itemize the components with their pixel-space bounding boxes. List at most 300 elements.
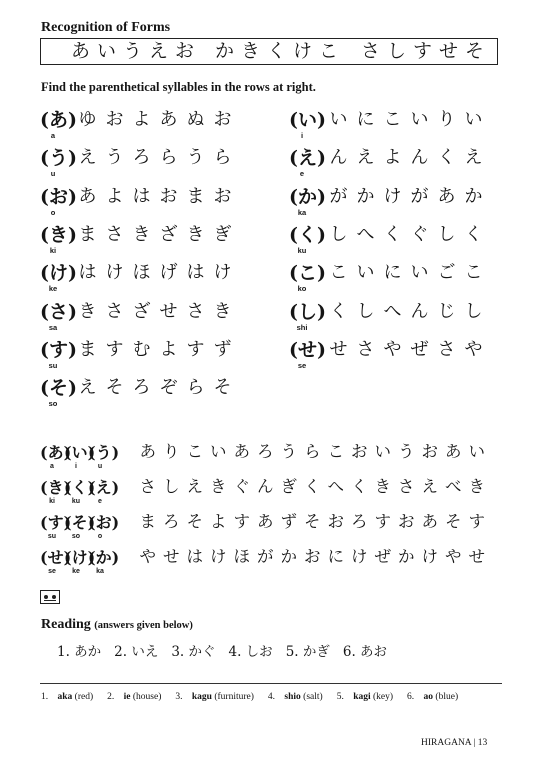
option-kana[interactable]: あ xyxy=(233,442,250,461)
answer-word: ao xyxy=(423,692,434,702)
option-kana[interactable]: す xyxy=(233,512,250,531)
option-kana[interactable]: か xyxy=(464,185,483,207)
target-romaji: sa xyxy=(48,322,58,332)
option-kana[interactable]: は xyxy=(132,185,151,207)
option-kana[interactable]: ず xyxy=(213,338,232,360)
target-syllable xyxy=(40,109,77,140)
option-kana[interactable]: ろ xyxy=(132,377,151,399)
option-kana[interactable]: ご xyxy=(437,262,456,284)
answer-item xyxy=(107,692,168,702)
syllable-options xyxy=(136,548,489,566)
syllable-options xyxy=(325,340,487,360)
target-syllable xyxy=(289,109,326,140)
syllable-options xyxy=(325,263,487,283)
option-kana[interactable]: い xyxy=(329,109,348,130)
exercise-row xyxy=(289,187,529,225)
syllable-options xyxy=(325,302,487,322)
option-kana[interactable]: き xyxy=(210,477,227,496)
answer-word: shio xyxy=(284,692,301,702)
option-kana[interactable]: ほ xyxy=(132,262,151,284)
target-kana: (さ) xyxy=(40,300,77,323)
target-kana: (お) xyxy=(40,185,77,208)
option-kana[interactable]: う xyxy=(186,147,205,169)
target-syllable xyxy=(40,548,72,576)
target-syllable xyxy=(40,147,77,179)
kana-group-vowels: あいうえお xyxy=(71,40,202,62)
option-kana[interactable]: い xyxy=(374,442,391,461)
reading-title: Reading xyxy=(41,617,91,632)
target-romaji: e xyxy=(98,498,102,505)
combined-row xyxy=(40,513,502,547)
option-kana[interactable]: き xyxy=(213,300,232,322)
exercise-row xyxy=(40,110,280,148)
reading-item: 2. いえ xyxy=(114,644,159,660)
syllable-options xyxy=(74,378,236,398)
reading-item: 1. あか xyxy=(57,644,102,660)
option-kana[interactable]: べ xyxy=(445,477,462,496)
option-kana[interactable]: さ xyxy=(105,300,124,322)
exercise-row xyxy=(40,263,280,301)
answer-word: ie xyxy=(123,692,131,702)
option-kana[interactable]: ざ xyxy=(159,223,178,245)
option-kana[interactable]: お xyxy=(159,185,178,207)
option-kana[interactable]: あ xyxy=(78,185,97,207)
target-syllable xyxy=(40,338,77,370)
option-kana[interactable]: え xyxy=(464,147,483,169)
option-kana[interactable]: く xyxy=(329,300,348,322)
page-footer: HIRAGANA | 13 xyxy=(421,738,488,748)
option-kana[interactable]: が xyxy=(329,185,348,207)
option-kana[interactable]: こ xyxy=(186,442,203,461)
option-kana[interactable]: う xyxy=(280,442,297,461)
answer-item xyxy=(41,692,100,702)
option-kana[interactable]: え xyxy=(78,147,97,169)
option-kana[interactable]: や xyxy=(383,338,402,360)
option-kana[interactable]: け xyxy=(351,547,368,566)
option-kana[interactable]: や xyxy=(139,547,156,566)
answer-number: 3. xyxy=(175,692,183,702)
cassette-tape-icon xyxy=(40,590,60,604)
reading-item: 6. あお xyxy=(342,644,388,660)
target-syllable xyxy=(64,443,96,471)
option-kana[interactable]: ら xyxy=(186,377,205,399)
option-kana[interactable]: け xyxy=(210,547,227,566)
option-kana[interactable]: い xyxy=(210,442,227,461)
target-romaji: ka xyxy=(96,568,104,575)
option-kana[interactable]: は xyxy=(186,262,205,284)
syllable-options xyxy=(74,340,236,360)
target-kana: (い) xyxy=(64,443,96,462)
target-romaji: ko xyxy=(297,284,307,294)
target-syllable xyxy=(289,223,326,255)
option-kana[interactable]: へ xyxy=(356,223,375,245)
syllable-options xyxy=(74,263,236,283)
option-kana[interactable]: い xyxy=(464,109,483,130)
option-kana[interactable]: せ xyxy=(468,547,485,566)
syllable-options xyxy=(74,148,236,168)
option-kana[interactable]: ほ xyxy=(233,547,250,566)
option-kana[interactable]: に xyxy=(383,262,402,284)
target-kana: (お) xyxy=(88,513,120,532)
target-kana: (い) xyxy=(289,109,326,131)
reading-subtitle: (answers given below) xyxy=(94,620,193,631)
option-kana[interactable]: こ xyxy=(383,109,402,130)
option-kana[interactable]: へ xyxy=(327,477,344,496)
option-kana[interactable]: り xyxy=(437,109,456,130)
option-kana[interactable]: い xyxy=(468,442,485,461)
option-kana[interactable]: え xyxy=(78,377,97,399)
target-romaji: ke xyxy=(72,568,80,575)
option-kana[interactable]: さ xyxy=(356,338,375,360)
syllable-options xyxy=(136,443,489,461)
option-kana[interactable]: く xyxy=(383,223,402,245)
exercise-row xyxy=(289,148,529,186)
target-romaji: i xyxy=(300,131,304,140)
exercise-row xyxy=(289,263,529,301)
target-kana: (あ) xyxy=(40,443,72,462)
target-kana: (え) xyxy=(88,478,120,497)
target-romaji: u xyxy=(50,169,56,179)
option-kana[interactable]: ぜ xyxy=(410,338,429,360)
option-kana[interactable]: か xyxy=(280,547,297,566)
option-kana[interactable]: い xyxy=(410,262,429,284)
option-kana[interactable]: す xyxy=(468,512,485,531)
option-kana[interactable]: ん xyxy=(329,147,348,169)
target-kana: (す) xyxy=(40,513,72,532)
option-kana[interactable]: お xyxy=(398,512,415,531)
option-kana[interactable]: く xyxy=(351,477,368,496)
option-kana[interactable]: ぎ xyxy=(280,477,297,496)
target-kana: (か) xyxy=(289,185,326,208)
option-kana[interactable]: ん xyxy=(410,300,429,322)
option-kana[interactable]: ま xyxy=(78,338,97,360)
answer-item xyxy=(175,692,261,702)
target-romaji: ki xyxy=(49,498,55,505)
exercise-row xyxy=(40,148,280,186)
target-kana: (せ) xyxy=(289,338,326,361)
target-kana: (か) xyxy=(88,548,120,567)
answer-number: 4. xyxy=(267,692,276,702)
target-syllable xyxy=(88,478,120,506)
option-kana[interactable]: が xyxy=(410,185,429,207)
exercise-row xyxy=(289,302,529,340)
answer-gloss: (blue) xyxy=(435,692,459,702)
exercise-row xyxy=(40,378,280,416)
option-kana[interactable]: よ xyxy=(159,338,178,360)
option-kana[interactable]: え xyxy=(186,477,203,496)
option-kana[interactable]: お xyxy=(304,547,321,566)
option-kana[interactable]: き xyxy=(132,223,151,245)
option-kana[interactable]: に xyxy=(356,109,375,130)
option-kana[interactable]: ざ xyxy=(132,300,151,322)
target-kana: (そ) xyxy=(40,377,77,400)
option-kana[interactable]: こ xyxy=(327,442,344,461)
option-kana[interactable]: ろ xyxy=(257,442,274,461)
exercise-row xyxy=(40,340,280,378)
syllable-options xyxy=(136,513,489,531)
option-kana[interactable]: す xyxy=(186,338,205,360)
option-kana[interactable]: き xyxy=(468,477,485,496)
option-kana[interactable]: ま xyxy=(139,512,156,531)
target-syllable xyxy=(40,300,77,332)
exercise-row xyxy=(40,302,280,340)
option-kana[interactable]: り xyxy=(163,442,180,461)
option-kana[interactable]: さ xyxy=(186,300,205,322)
answer-gloss: (key) xyxy=(373,692,394,702)
target-kana: (け) xyxy=(64,548,96,567)
option-kana[interactable]: あ xyxy=(257,512,274,531)
exercise-row xyxy=(289,225,529,263)
target-syllable xyxy=(40,185,77,217)
answer-item xyxy=(268,692,330,702)
syllable-options xyxy=(325,187,487,207)
syllable-options xyxy=(325,225,487,245)
divider xyxy=(40,683,502,684)
option-kana[interactable]: そ xyxy=(445,512,462,531)
option-kana[interactable]: け xyxy=(105,262,124,284)
target-romaji: i xyxy=(75,463,77,470)
option-kana[interactable]: き xyxy=(374,477,391,496)
option-kana[interactable]: か xyxy=(398,547,415,566)
option-kana[interactable]: し xyxy=(437,223,456,245)
target-romaji: ki xyxy=(49,245,57,255)
option-kana[interactable]: く xyxy=(437,147,456,169)
option-kana[interactable]: が xyxy=(257,547,274,566)
target-kana: (こ) xyxy=(289,262,326,285)
option-kana[interactable]: ろ xyxy=(132,147,151,169)
option-kana[interactable]: そ xyxy=(213,377,232,399)
option-kana[interactable]: あ xyxy=(437,185,456,207)
answer-gloss: (red) xyxy=(74,692,94,702)
target-romaji: ku xyxy=(71,498,81,505)
option-kana[interactable]: さ xyxy=(398,477,415,496)
target-kana: (え) xyxy=(289,147,326,170)
target-romaji: se xyxy=(48,568,56,575)
option-kana[interactable]: そ xyxy=(304,512,321,531)
answer-number: 6. xyxy=(407,692,415,702)
reading-item: 3. かぐ xyxy=(171,644,216,660)
target-romaji: e xyxy=(299,169,305,179)
target-romaji: su xyxy=(47,533,57,540)
option-kana[interactable]: か xyxy=(356,185,375,207)
target-syllable xyxy=(289,185,326,217)
option-kana[interactable]: ぐ xyxy=(233,477,250,496)
target-kana: (あ) xyxy=(40,109,77,131)
option-kana[interactable]: ま xyxy=(186,185,205,207)
option-kana[interactable]: む xyxy=(132,338,151,360)
option-kana[interactable]: こ xyxy=(464,262,483,284)
exercise-row xyxy=(289,340,529,378)
reading-heading xyxy=(41,617,193,633)
option-kana[interactable]: え xyxy=(421,477,438,496)
answer-number: 2. xyxy=(107,692,115,702)
option-kana[interactable]: く xyxy=(464,223,483,245)
option-kana[interactable]: さ xyxy=(105,223,124,245)
option-kana[interactable]: ん xyxy=(410,147,429,169)
option-kana[interactable]: せ xyxy=(163,547,180,566)
option-kana[interactable]: ゆ xyxy=(78,109,97,130)
option-kana[interactable]: ぐ xyxy=(410,223,429,245)
option-kana[interactable]: う xyxy=(398,442,415,461)
target-kana: (そ) xyxy=(64,513,96,532)
target-kana: (せ) xyxy=(40,548,72,567)
combined-row xyxy=(40,548,502,582)
option-kana[interactable]: よ xyxy=(105,185,124,207)
option-kana[interactable]: へ xyxy=(383,300,402,322)
option-kana[interactable]: し xyxy=(329,223,348,245)
target-kana: (き) xyxy=(40,478,72,497)
target-kana: (き) xyxy=(40,223,77,246)
option-kana[interactable]: け xyxy=(421,547,438,566)
option-kana[interactable]: よ xyxy=(383,147,402,169)
option-kana[interactable]: あ xyxy=(445,442,462,461)
syllable-options xyxy=(74,110,236,130)
target-syllable xyxy=(40,513,72,541)
target-kana: (す) xyxy=(40,338,77,361)
option-kana[interactable]: よ xyxy=(210,512,227,531)
option-kana[interactable]: や xyxy=(445,547,462,566)
syllable-options xyxy=(325,110,487,130)
option-kana[interactable]: ろ xyxy=(351,512,368,531)
target-syllable xyxy=(64,548,96,576)
kana-group-s: さしすせそ xyxy=(361,40,492,62)
option-kana[interactable]: お xyxy=(351,442,368,461)
target-romaji: a xyxy=(50,463,54,470)
answer-word: kagu xyxy=(191,692,212,702)
option-kana[interactable]: う xyxy=(105,147,124,169)
target-syllable xyxy=(40,478,72,506)
option-kana[interactable]: し xyxy=(356,300,375,322)
option-kana[interactable]: ま xyxy=(78,223,97,245)
option-kana[interactable]: お xyxy=(213,109,232,130)
option-kana[interactable]: お xyxy=(421,442,438,461)
option-kana[interactable]: あ xyxy=(159,109,178,130)
reading-item: 4. しお xyxy=(228,644,273,660)
target-romaji: shi xyxy=(296,322,308,332)
option-kana[interactable]: い xyxy=(410,109,429,130)
target-kana: (し) xyxy=(289,300,326,323)
target-romaji: se xyxy=(297,360,307,370)
target-kana: (う) xyxy=(40,147,77,170)
answer-number: 5. xyxy=(336,692,344,702)
option-kana[interactable]: ず xyxy=(280,512,297,531)
answer-item xyxy=(407,692,465,702)
option-kana[interactable]: し xyxy=(163,477,180,496)
target-romaji: ka xyxy=(297,207,307,217)
kana-group-k: かきくけこ xyxy=(215,40,346,62)
target-romaji: o xyxy=(50,207,56,217)
option-kana[interactable]: け xyxy=(213,262,232,284)
option-kana[interactable]: ろ xyxy=(163,512,180,531)
option-kana[interactable]: よ xyxy=(132,109,151,130)
syllable-options xyxy=(325,148,487,168)
target-syllable xyxy=(40,443,72,471)
option-kana[interactable]: お xyxy=(213,185,232,207)
target-kana: (く) xyxy=(289,223,326,246)
combined-row xyxy=(40,478,502,512)
option-kana[interactable]: き xyxy=(186,223,205,245)
target-romaji: ke xyxy=(48,284,58,294)
option-kana[interactable]: け xyxy=(383,185,402,207)
target-romaji: o xyxy=(97,533,103,540)
exercise-row xyxy=(40,187,280,225)
option-kana[interactable]: き xyxy=(78,300,97,322)
option-kana[interactable]: そ xyxy=(105,377,124,399)
reading-item: 5. かぎ xyxy=(285,644,330,660)
answer-gloss: (house) xyxy=(132,692,162,702)
answer-gloss: (salt) xyxy=(303,692,323,702)
option-kana[interactable]: し xyxy=(464,300,483,322)
answer-word: kagi xyxy=(353,692,371,702)
exercise-row xyxy=(40,225,280,263)
option-kana[interactable]: ん xyxy=(257,477,274,496)
target-syllable xyxy=(40,377,77,409)
option-kana[interactable]: ぞ xyxy=(159,377,178,399)
option-kana[interactable]: お xyxy=(105,109,124,130)
option-kana[interactable]: じ xyxy=(437,300,456,322)
option-kana[interactable]: ら xyxy=(304,442,321,461)
syllable-options xyxy=(74,187,236,207)
option-kana[interactable]: す xyxy=(374,512,391,531)
option-kana[interactable]: く xyxy=(304,477,321,496)
target-kana: (う) xyxy=(88,443,120,462)
target-romaji: a xyxy=(50,131,56,140)
option-kana[interactable]: ぎ xyxy=(213,223,232,245)
option-kana[interactable]: ら xyxy=(159,147,178,169)
option-kana[interactable]: ぜ xyxy=(374,547,391,566)
option-kana[interactable]: せ xyxy=(329,338,348,360)
instruction-text: Find the parenthetical syllables in the rows at right. xyxy=(41,80,316,94)
target-romaji: ku xyxy=(297,245,307,255)
answer-number: 1. xyxy=(41,692,49,702)
option-kana[interactable]: せ xyxy=(159,300,178,322)
option-kana[interactable]: お xyxy=(327,512,344,531)
target-syllable xyxy=(289,147,326,179)
target-syllable xyxy=(64,513,96,541)
option-kana[interactable]: す xyxy=(105,338,124,360)
option-kana[interactable]: さ xyxy=(139,477,156,496)
combined-row xyxy=(40,443,502,477)
option-kana[interactable]: ぬ xyxy=(186,109,205,130)
option-kana[interactable]: は xyxy=(186,547,203,566)
exercise-row xyxy=(289,110,529,148)
target-syllable xyxy=(88,513,120,541)
option-kana[interactable]: さ xyxy=(437,338,456,360)
target-syllable xyxy=(289,262,326,294)
target-syllable xyxy=(289,300,326,332)
option-kana[interactable]: は xyxy=(78,262,97,284)
option-kana[interactable]: い xyxy=(356,262,375,284)
option-kana[interactable]: え xyxy=(356,147,375,169)
answer-word: aka xyxy=(57,692,73,702)
target-romaji: u xyxy=(97,463,103,470)
option-kana[interactable]: ら xyxy=(213,147,232,169)
target-romaji: so xyxy=(48,399,58,409)
option-kana[interactable]: あ xyxy=(139,442,156,461)
target-syllable xyxy=(88,443,120,471)
section-title: Recognition of Forms xyxy=(41,20,171,35)
option-kana[interactable]: や xyxy=(464,338,483,360)
option-kana[interactable]: こ xyxy=(329,262,348,284)
target-syllable xyxy=(289,338,326,370)
target-kana: (け) xyxy=(40,262,77,285)
answer-item xyxy=(337,692,400,702)
option-kana[interactable]: げ xyxy=(159,262,178,284)
option-kana[interactable]: あ xyxy=(421,512,438,531)
option-kana[interactable]: そ xyxy=(186,512,203,531)
option-kana[interactable]: に xyxy=(327,547,344,566)
reading-items xyxy=(57,640,400,660)
